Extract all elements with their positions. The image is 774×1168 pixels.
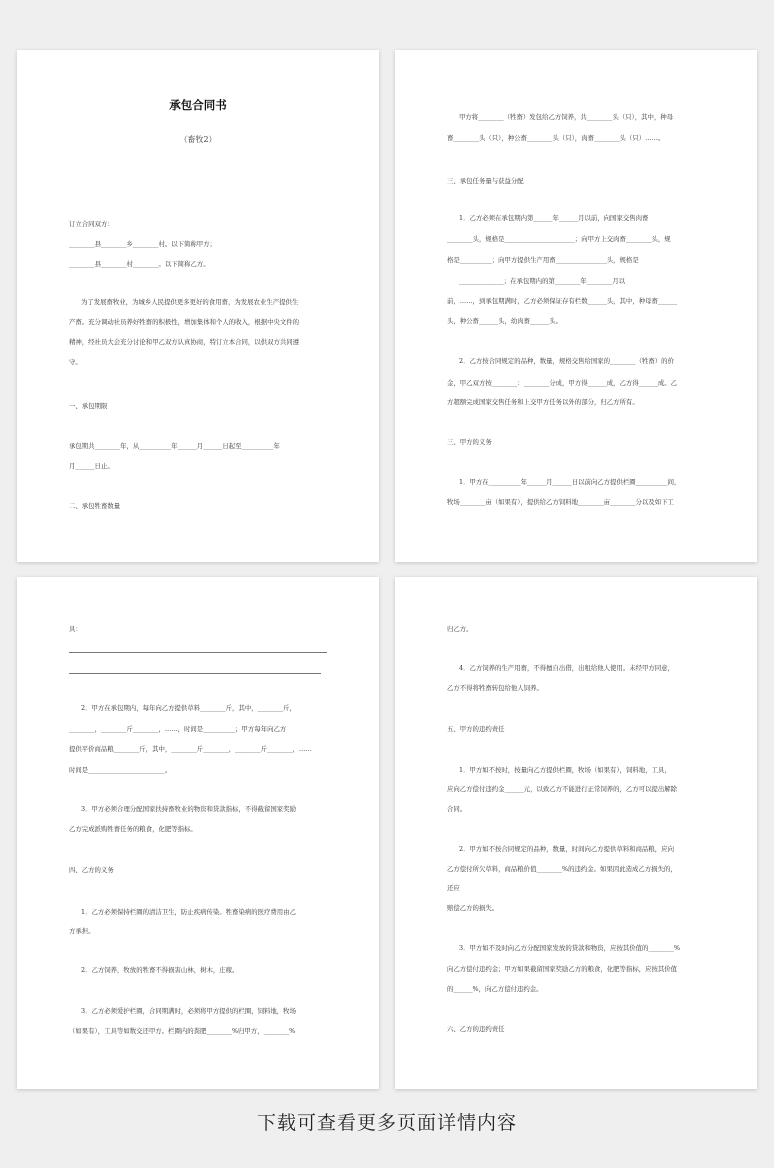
document-page-1 [17, 50, 379, 562]
text-line: 向乙方偿付违约金；甲方如果截留国家奖励乙方的粮食，化肥等指标，应按其价值 [447, 965, 678, 973]
text-line: ________头，规格是______________________；向甲方上交肉畜________头，规 [447, 235, 671, 243]
text-line: （如果有），工具等如数交还甲方。栏圈内的粪肥________%归甲方，________% [69, 1027, 296, 1035]
text-line: 3．甲方必须合理分配国家扶持畜牧业的物资和贷款指标，不得截留国家奖励 [81, 805, 296, 813]
text-line: 3．乙方必须爱护栏圈，合同期满时，必须将甲方提供的栏圈，饲料地，牧场 [81, 1007, 296, 1015]
text-line: 3．甲方如不及时向乙方分配国家发放的贷款和物资，应按其价值的________% [459, 944, 681, 952]
text-line: 牧场________亩（如果有），提供给乙方饲料地________亩________分以及如下工 [447, 498, 674, 506]
text-line: 具： [69, 625, 82, 633]
text-line: 为了发展畜牧业，为城乡人民提供更多更好的食用畜，为发展农业生产提供生 [81, 298, 299, 306]
document-page-4 [395, 577, 757, 1089]
text-line: 金，甲乙双方按________：________分成，甲方得______成，乙方得______成。乙 [447, 379, 678, 387]
text-line: 前，……，到承包期满时，乙方必须保证存有栏数______头，其中，种母畜______ [447, 297, 678, 305]
section-heading: 一、承包期限 [69, 402, 108, 410]
document-page-2 [395, 50, 757, 562]
text-line: 2．乙方按合同规定的品种，数量，规格交售给国家的________（牲畜）的价 [459, 357, 674, 365]
text-line: 2．甲方如不按合同规定的品种，数量，时间向乙方提供草料和商品粮，应向 [459, 845, 674, 853]
blank-fill-line [69, 673, 321, 674]
text-line: ______________；在承包期内的第________年________月以 [459, 277, 626, 285]
text-line: ________县________村________。以下简称乙方。 [69, 260, 210, 268]
section-heading: 四、乙方的义务 [69, 866, 114, 874]
text-line: 方承担。 [69, 927, 95, 935]
contract-subtitle: （畜牧2） [179, 135, 217, 144]
text-line: 甲方将________（牲畜）发包给乙方饲养，共________头（只），其中，种母 [459, 113, 674, 121]
text-line: 1．乙方必须在承包期内第______年______月以前，向国家交售肉畜 [459, 214, 649, 222]
text-line: 订立合同双方： [69, 220, 114, 228]
section-heading: 二、承包牲畜数量 [69, 502, 121, 510]
text-line: 1．乙方必须保持栏圈的清洁卫生，防止疾病传染。牲畜染病的医疗费用由乙 [81, 908, 296, 916]
blank-fill-line [69, 652, 327, 653]
text-line: 精神，经社员大会充分讨论和甲乙双方认真协商，特订立本合同，以供双方共同遵 [69, 338, 300, 346]
text-line: ________，________斤________，……，时间是__________；甲方每年向乙方 [69, 725, 287, 733]
text-line: 头，种公畜______头，幼肉畜______头。 [447, 317, 563, 325]
section-heading: 三、甲方的义务 [447, 438, 492, 446]
text-line: 4．乙方饲养的生产用畜，不得擅自出借，出租给他人使用。未经甲方同意， [459, 664, 674, 672]
section-heading: 六、乙方的违约责任 [447, 1025, 505, 1033]
section-heading: 三、承包任务量与获益分配 [447, 177, 524, 185]
section-heading: 五、甲方的违约责任 [447, 725, 505, 733]
text-line: 的______%，向乙方偿付违约金。 [447, 985, 543, 993]
text-line: 乙方不得将牲畜转包给他人饲养。 [447, 684, 543, 692]
text-line: 承包期共________年，从__________年______月______日起至__________年 [69, 442, 280, 450]
text-line: 畜________头（只），种公畜________头（只），肉畜________头（只）……。 [447, 134, 665, 142]
text-line: ________县________乡________村。以下简称甲方； [69, 240, 216, 248]
text-line: 应向乙方偿付违约金______元，以致乙方不能进行正常饲养的，乙方可以提出解除 [447, 785, 678, 793]
text-line: 月______日止。 [69, 462, 114, 470]
contract-title: 承包合同书 [169, 98, 227, 112]
text-line: 赔偿乙方的损失。 [447, 904, 499, 912]
text-line: 方超额完成国家交售任务和上交甲方任务以外的部分，归乙方所有。 [447, 398, 639, 406]
text-line: 还应 [447, 884, 460, 892]
text-line: 2．乙方饲养，牧放的牲畜不得损害山林，树木，庄稼。 [81, 966, 239, 974]
text-line: 守。 [69, 358, 82, 366]
download-prompt-text: 下载可查看更多页面详情内容 [256, 1112, 517, 1134]
text-line: 归乙方。 [447, 625, 473, 633]
text-line: 乙方偿付所欠草料，商品粮价值________%的违约金。如果因此造成乙方损失的， [447, 865, 677, 873]
text-line: 产畜。充分调动社员养好牲畜的积极性，增加集体和个人的收入，根据中央文件的 [69, 318, 300, 326]
text-line: 2．甲方在承包期内，每年向乙方提供草料________斤，其中，________斤， [81, 704, 296, 712]
text-line: 格是__________；向甲方提供生产用畜________________头，规格是 [447, 256, 639, 264]
text-line: 1．甲方在__________年______月______日以前向乙方提供栏圈__________间， [459, 478, 681, 486]
document-page-3 [17, 577, 379, 1089]
text-line: 乙方完成派购牲畜任务的粮食，化肥等指标。 [69, 825, 197, 833]
text-line: 合同。 [447, 805, 467, 813]
text-line: 时间是________________________。 [69, 766, 172, 774]
text-line: 提供平价商品粮________斤，其中，________斤________，________斤________，…… [69, 745, 312, 753]
text-line: 1．甲方如不按时，按量向乙方提供栏圈，牧场（如果有），饲料地，工具， [459, 766, 671, 774]
